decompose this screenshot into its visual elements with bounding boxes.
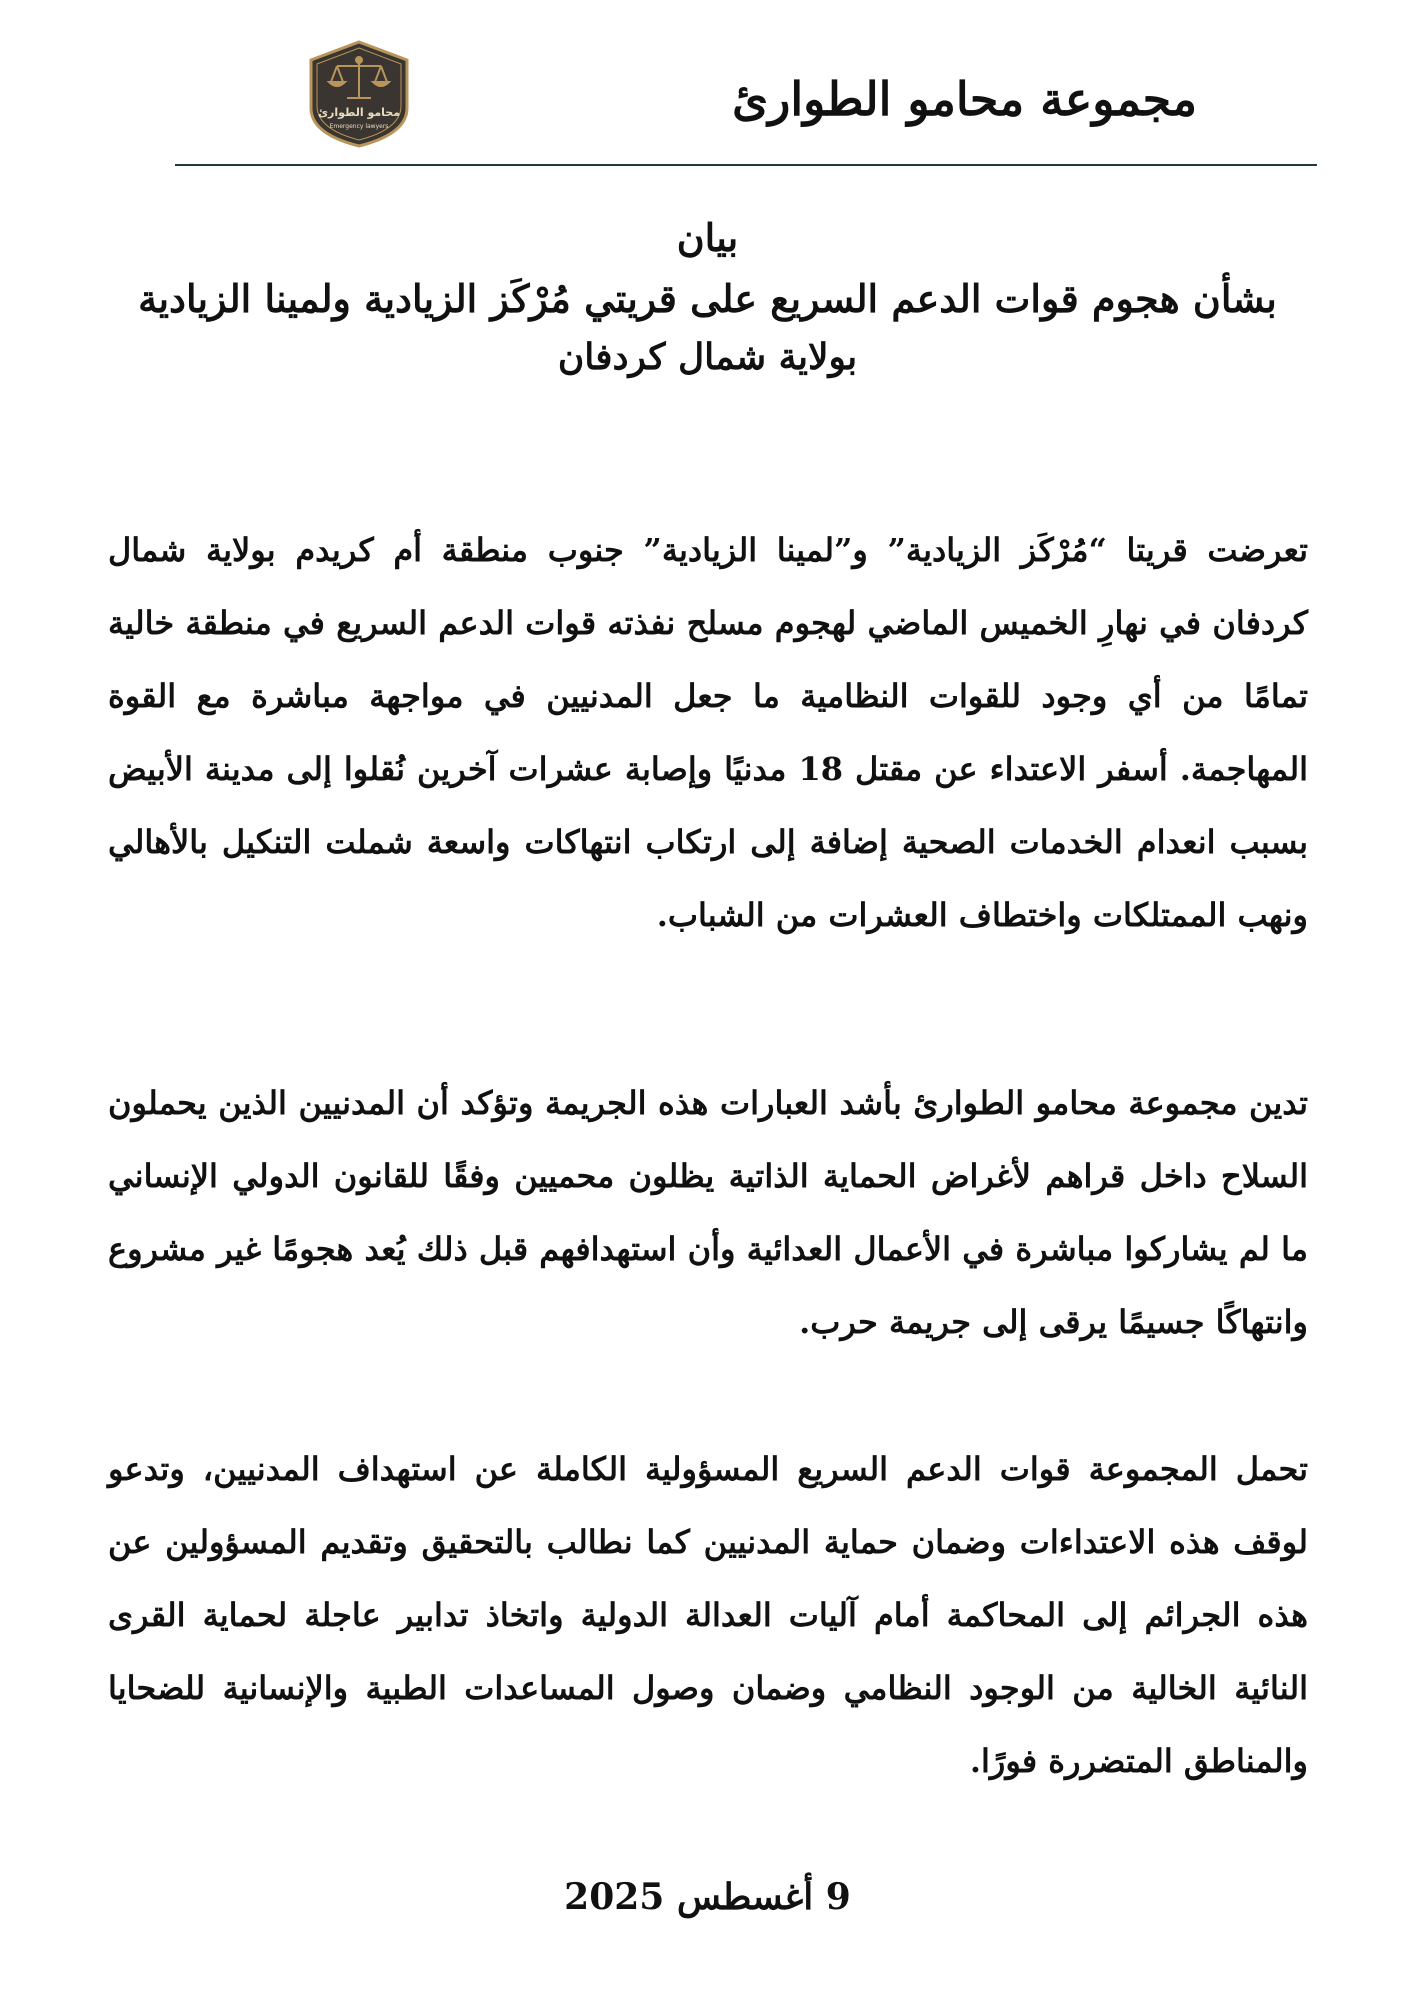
- statement-title-block: [110, 208, 1305, 385]
- logo-arabic-text: محامو الطوارئ: [317, 106, 401, 119]
- statement-title: بشأن هجوم قوات الدعم السريع على قريتي مُرْكَز الزيادية ولمينا الزيادية: [138, 275, 1277, 321]
- organization-logo: [303, 38, 415, 150]
- header-divider: [175, 164, 1317, 166]
- paragraph-condemnation: تدين مجموعة محامو الطوارئ بأشد العبارات هذه الجريمة وتؤكد أن المدنيين الذين يحملون السلاح داخل قراهم لأغراض الحماية الذاتية يظلون محميين وفقًا للقانون الدولي الإنساني ما لم يشاركوا مباشرة في الأعمال العدائية وأن استهدافهم قبل ذلك يُعد هجومًا غير مشروع وانتهاكًا جسيمًا يرقى إلى جريمة حرب.: [108, 1084, 1309, 1341]
- paragraph-demands: تحمل المجموعة قوات الدعم السريع المسؤولية الكاملة عن استهداف المدنيين، وتدعو لوقف هذه الاعتداءات وضمان حماية المدنيين كما نطالب بالتحقيق وتقديم المسؤولين عن هذه الجرائم إلى المحاكمة أمام آليات العدالة الدولية واتخاذ تدابير عاجلة لحماية القرى النائية الخالية من الوجود النظامي وضمان وصول المساعدات الطبية والإنسانية للضحايا والمناطق المتضررة فورًا.: [108, 1450, 1309, 1780]
- statement-date: 9 أغسطس 2025: [564, 1876, 851, 1918]
- logo-english-text: Emergency lawyers: [329, 123, 389, 130]
- organization-name: مجموعة محامو الطوارئ: [732, 72, 1197, 126]
- paragraph-incident: تعرضت قريتا “مُرْكَز الزيادية” و”لمينا الزيادية” جنوب منطقة أم كريدم بولاية شمال كردفان في نهارِ الخميس الماضي لهجوم مسلح نفذته قوات الدعم السريع في منطقة خالية تمامًا من أي وجود للقوات النظامية ما جعل المدنيين في مواجهة مباشرة مع القوة المهاجمة. أسفر الاعتداء عن مقتل 18 مدنيًا وإصابة عشرات آخرين نُقلوا إلى مدينة الأبيض بسبب انعدام الخدمات الصحية إضافة إلى ارتكاب انتهاكات واسعة شملت التنكيل بالأهالي ونهب الممتلكات واختطاف العشرات من الشباب.: [108, 531, 1309, 934]
- statement-label: بيان: [676, 215, 739, 260]
- statement-subtitle: بولاية شمال كردفان: [557, 335, 858, 378]
